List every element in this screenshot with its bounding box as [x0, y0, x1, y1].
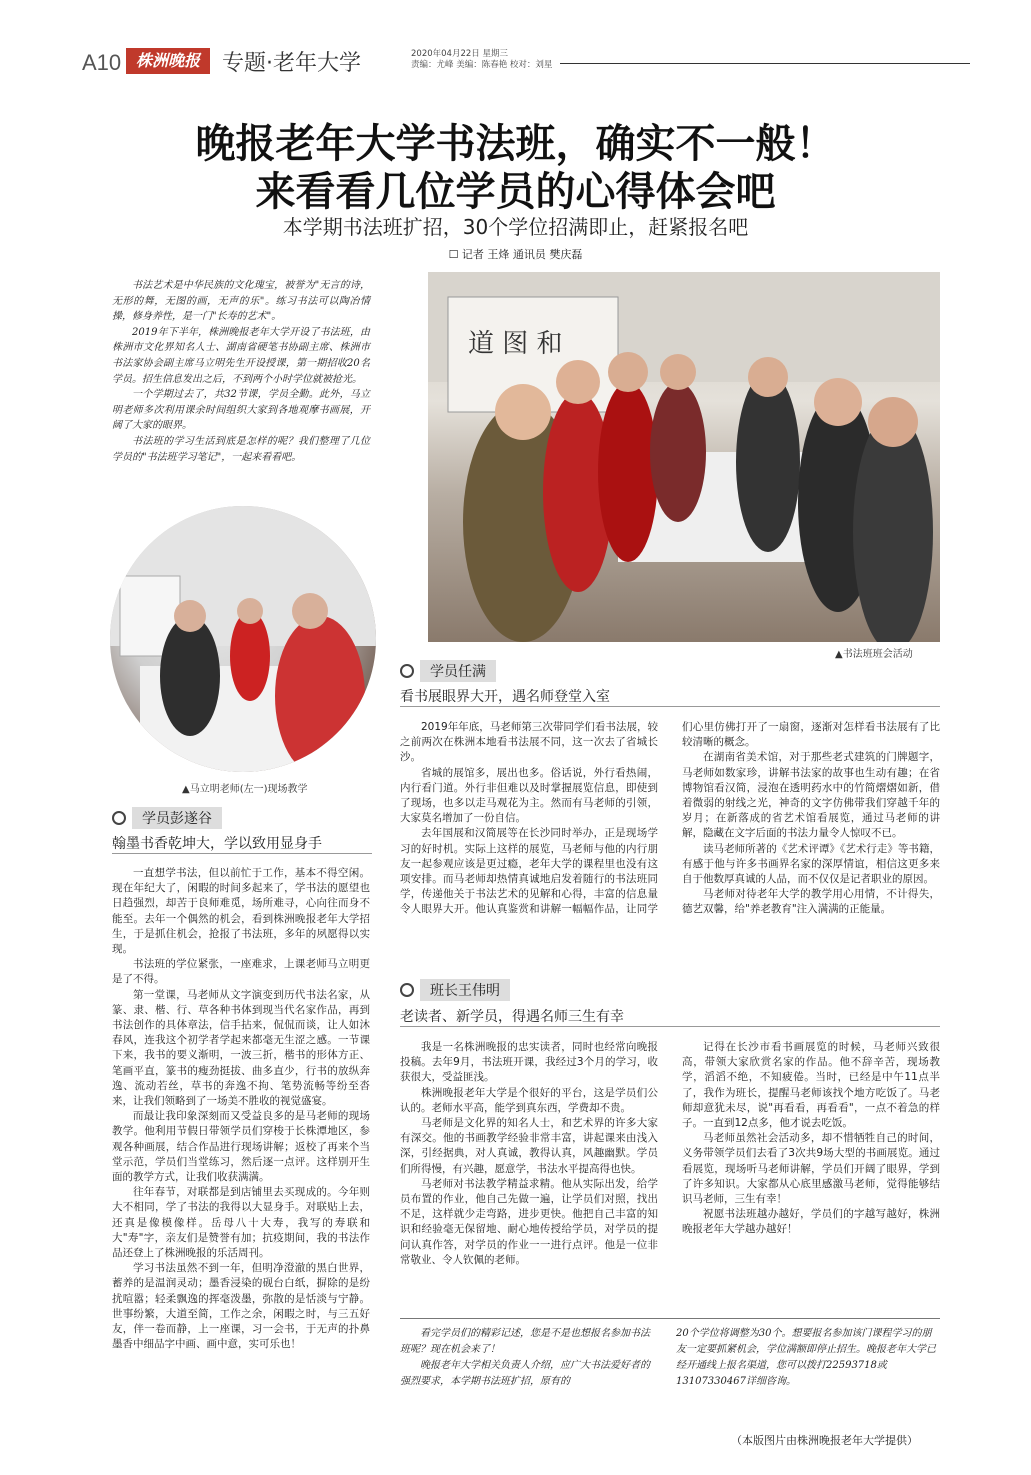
intro-paragraph: 一个学期过去了，共32节课，学员全勤。此外，马立明老师多次利用课余时间组织大家到各地观摩书画展，开阔了大家的眼界。 — [112, 389, 370, 432]
section-marker-icon — [400, 664, 414, 678]
article-paragraph: 学习书法虽然不到一年，但明净澄澈的黑白世界，蓄养的是温润灵动；墨香浸染的砚台白纸，摒除的是纷扰喧嚣；轻柔飘逸的挥毫泼墨，弥散的是恬淡与宁静。世事纷繁，大道至简，工作之余，闲暇之时，与三五好友，伴一卷而静，上一座课，习一会书，于无声的扑鼻墨香中细品字中画、画中意，实可乐也！ — [112, 1262, 370, 1351]
article-paragraph: 第一堂课，马老师从文字演变到历代书法名家，从篆、隶、楷、行、草各种书体到现当代名家作品，再到书法创作的具体章法，信手拈来，侃侃而谈，让人如沐春风，连我这个初学者学起来都毫无生涩之感。一节课下来，我书的要义渐明，一波三折，楷书的形体方正、笔画平直，篆书的瘦劲挺拔、曲多直少，行书的放纵奔逸、流动若丝，草书的奔逸不拘、笔势流畅等纷至沓来，让我们领略到了一场美不胜收的视觉盛宴。 — [112, 988, 370, 1108]
intro-paragraph: 书法艺术是中华民族的文化瑰宝，被誉为"无言的诗，无形的舞，无图的画，无声的乐"。练习书法可以陶冶情操，修身养性，是一门"长寿的艺术"。 — [112, 280, 370, 323]
date-line: 2020年04月22日 星期三 — [411, 49, 508, 59]
header-rule — [560, 63, 970, 64]
notice-paragraph: 20个学位将调整为30个。想要报名参加该门课程学习的朋友一定要抓紧机会，学位满额即停止招生。晚报老年大学已经开通线上报名渠道，您可以拨打22593718或13107330467详细咨询。 — [676, 1328, 936, 1387]
notice-paragraph: 看完学员们的精彩记述，您是不是也想报名参加书法班呢？现在机会来了！ — [400, 1328, 650, 1355]
section-marker-icon — [400, 983, 414, 997]
section-tag-ren — [400, 660, 496, 681]
article-paragraph: 往年春节，对联都是到店铺里去买现成的。今年则大不相同，学了书法的我得以大显身手。对联贴上去，还真是像模像样。岳母八十大寿，我写的寿联和大"寿"字，亲友们是赞誉有加；抗疫期间，我的书法作品还登上了株洲晚报的乐活周刊。 — [112, 1186, 370, 1260]
page-number: A10 — [82, 50, 122, 75]
date-block — [411, 49, 552, 71]
notice-paragraph: 晚报老年大学相关负责人介绍，应广大书法爱好者的强烈要求，本学期书法班扩招，原有的 — [400, 1360, 650, 1387]
section-rule — [400, 706, 940, 707]
section3-columns — [400, 1040, 940, 1310]
article-paragraph: 省城的展馆多，展出也多。俗话说，外行看热闹，内行看门道。外行非但难以及时掌握展览信息，即使到了现场，也多以走马观花为主。然而有马老师的引领，大家莫名增加了一份自信。 — [400, 766, 658, 825]
article-paragraph: 记得在长沙市看书画展览的时候，马老师兴致很高，带领大家欣赏名家的作品。他不辞辛苦，现场教学，滔滔不绝，不知疲倦。当时，已经是中午11点半了，我作为班长，提醒马老师该找个地方吃饭了。马老师却意犹未尽，说"再看看，再看看"，一点不着急的样子。一直到12点多，他才说去吃饭。 — [682, 1041, 940, 1130]
intro-paragraph: 书法班的学习生活到底是怎样的呢？我们整理了几位学员的"书法班学习笔记"，一起来看看吧。 — [112, 435, 370, 463]
circle-photo-caption: ▲马立明老师(左一)现场教学 — [182, 784, 308, 795]
article-paragraph: 读马老师所著的《艺术评谭》《艺术行走》等书籍，有感于他与许多书画界名家的深厚情谊，相信这更多来自于他数厚真诚的人品，而不仅仅是记者职业的原因。 — [682, 842, 940, 886]
article-paragraph: 马老师对书法教学精益求精。他从实际出发，给学员布置的作业，他自己先做一遍，让学员们对照，找出不足，这样就少走弯路，进步更快。他把自己丰富的知识和经验毫无保留地、耐心地传授给学员，对学员的提问认真作答，对学员的作业一一进行点评。他是一位非常敬业、令人钦佩的老师。 — [400, 1177, 658, 1266]
article-paragraph: 而最让我印象深刻而又受益良多的是马老师的现场教学。他利用节假日带领学员们穿梭于长株潭地区，参观各种画展，结合作品进行现场讲解；返校了再来个当堂示范，学员们当堂练习，然后逐一点评。这样别开生面的教学方式，让我们收获满满。 — [112, 1110, 370, 1184]
article-paragraph: 马老师对待老年大学的教学用心用情，不计得失，德艺双馨，给"养老教育"注入满满的正能量。 — [682, 888, 940, 916]
section-title: 专题·老年大学 — [222, 51, 361, 76]
article-paragraph: 株洲晚报老年大学是个很好的平台，这是学员们公认的。老师水平高，能学到真东西，学费却不贵。 — [400, 1086, 658, 1114]
headline-line1: 晚报老年大学书法班，确实不一般！ — [195, 121, 836, 167]
section-marker-icon — [112, 811, 126, 825]
section-tag-peng — [112, 807, 222, 828]
onsite-teaching-illustration — [110, 506, 376, 772]
article-paragraph: 祝愿书法班越办越好，学员们的字越写越好，株洲晚报老年大学越办越好！ — [682, 1208, 940, 1236]
article-paragraph: 马老师是文化界的知名人士，和艺术界的许多大家有深交。他的书画教学经验非常丰富，讲起课来由浅入深，引经据典，对人真诚，教得认真，风趣幽默。学员们所得慢，有兴趣，愿意学，书法水平提高得也快。 — [400, 1117, 658, 1175]
article-paragraph: 2019年年底，马老师第三次带同学们看书法展，较之前两次在株洲本地看书法展不同，这一次去了省城长沙。 — [400, 721, 658, 764]
notice-right — [676, 1326, 938, 1390]
section-tag-label: 学员彭遂谷 — [132, 807, 222, 829]
notice-rule — [400, 1318, 940, 1319]
section-tag-label: 学员任满 — [420, 660, 496, 682]
headline-line2: 来看看几位学员的心得体会吧 — [255, 169, 776, 215]
article-paragraph: 书法班的学位紧张，一座难求，上课老师马立明更是了不得。 — [112, 958, 370, 986]
article-paragraph: 一直想学书法，但以前忙于工作，基本不得空闲。现在年纪大了，闲暇的时间多起来了，学书法的愿望也日趋强烈，却苦于良师难觅，场所难寻，心向往而身不能至。去年一个偶然的机会，看到株洲晚报老年大学招生，于是抓住机会，抢报了书法班，多年的夙愿得以实现。 — [112, 867, 370, 956]
article-paragraph: 马老师虽然社会活动多，却不惜牺牲自己的时间，义务带领学员们去看了3次共9场大型的书画展览。通过看展览，现场听马老师讲解，学员们开阔了眼界，学到了许多知识。大家都从心底里感激马老师，觉得能够结识马老师，三生有幸！ — [682, 1132, 940, 1206]
class-meeting-photo — [428, 272, 940, 642]
headline-subtitle: 本学期书法班扩招，30个学位招满即止，赶紧报名吧 — [282, 215, 749, 239]
svg-text:道 图 和: 道 图 和 — [468, 329, 563, 359]
section-rule — [112, 853, 372, 854]
section-tag-label: 班长王伟明 — [420, 979, 510, 1001]
newspaper-logo: 株洲晚报 — [126, 48, 210, 74]
onsite-teaching-photo — [110, 506, 376, 772]
section-heading-peng: 翰墨书香乾坤大，学以致用显身手 — [112, 836, 322, 852]
byline: ☐ 记者 王烽 通讯员 樊庆磊 — [448, 248, 583, 261]
intro-paragraph: 2019年下半年，株洲晚报老年大学开设了书法班，由株洲市文化界知名人士、湖南省硬笔书协副主席、株洲市书法家协会副主席马立明先生开设授课，第一期招收20名学员。招生信息发出之后，不到两个小时学位就被抢光。 — [112, 326, 370, 385]
section1-column — [112, 866, 370, 1353]
intro-column — [112, 278, 370, 465]
class-meeting-illustration — [428, 272, 940, 642]
section2-columns — [400, 720, 940, 970]
photo-credit: （本版图片由株洲晚报老年大学提供） — [731, 1434, 918, 1447]
section-heading-ren: 看书展眼界大开，遇名师登堂入室 — [400, 689, 610, 705]
article-paragraph: 在湖南省美术馆，对于那些老式建筑的门牌题字，马老师如数家珍，讲解书法家的故事也生动有趣；在省博物馆看汉简，浸泡在透明药水中的竹简熠熠如新，借着微弱的射线之光，神奇的文字仿佛带我们穿越千年的岁月；在新落成的省艺术馆看展览，通过马老师的讲解，隐藏在文字后面的书法力量令人惊叹不已。 — [682, 751, 940, 840]
article-paragraph: 去年国展和汉简展等在长沙同时举办，正是现场学习的好时机。实际上这样的展览，马老师与他的内行朋友一起参观应该是更过瘾，老年大学的课程里也没有这项安排。而马老师却热情真诚地启发着随行的书法班同学，传递他关于书法艺术的见解和心得，丰富的信息量令人眼界大开。他认真鉴赏和讲解一幅幅作品，让同学们心里仿佛打开了一扇窗，逐渐对怎样看书法展有了比较清晰的概念。 — [400, 721, 940, 916]
main-photo-caption: ▲书法班班会活动 — [835, 649, 913, 660]
notice-left — [400, 1326, 658, 1390]
section-rule — [400, 1026, 940, 1027]
section-heading-wang: 老读者、新学员，得遇名师三生有幸 — [400, 1009, 624, 1025]
article-paragraph: 我是一名株洲晚报的忠实读者，同时也经常向晚报投稿。去年9月，书法班开课，我经过3个月的学习，收获很大，受益匪浅。 — [400, 1041, 658, 1084]
section-tag-wang — [400, 979, 510, 1000]
editors-line: 责编：尤峰 美编：陈春艳 校对：刘星 — [411, 60, 553, 70]
